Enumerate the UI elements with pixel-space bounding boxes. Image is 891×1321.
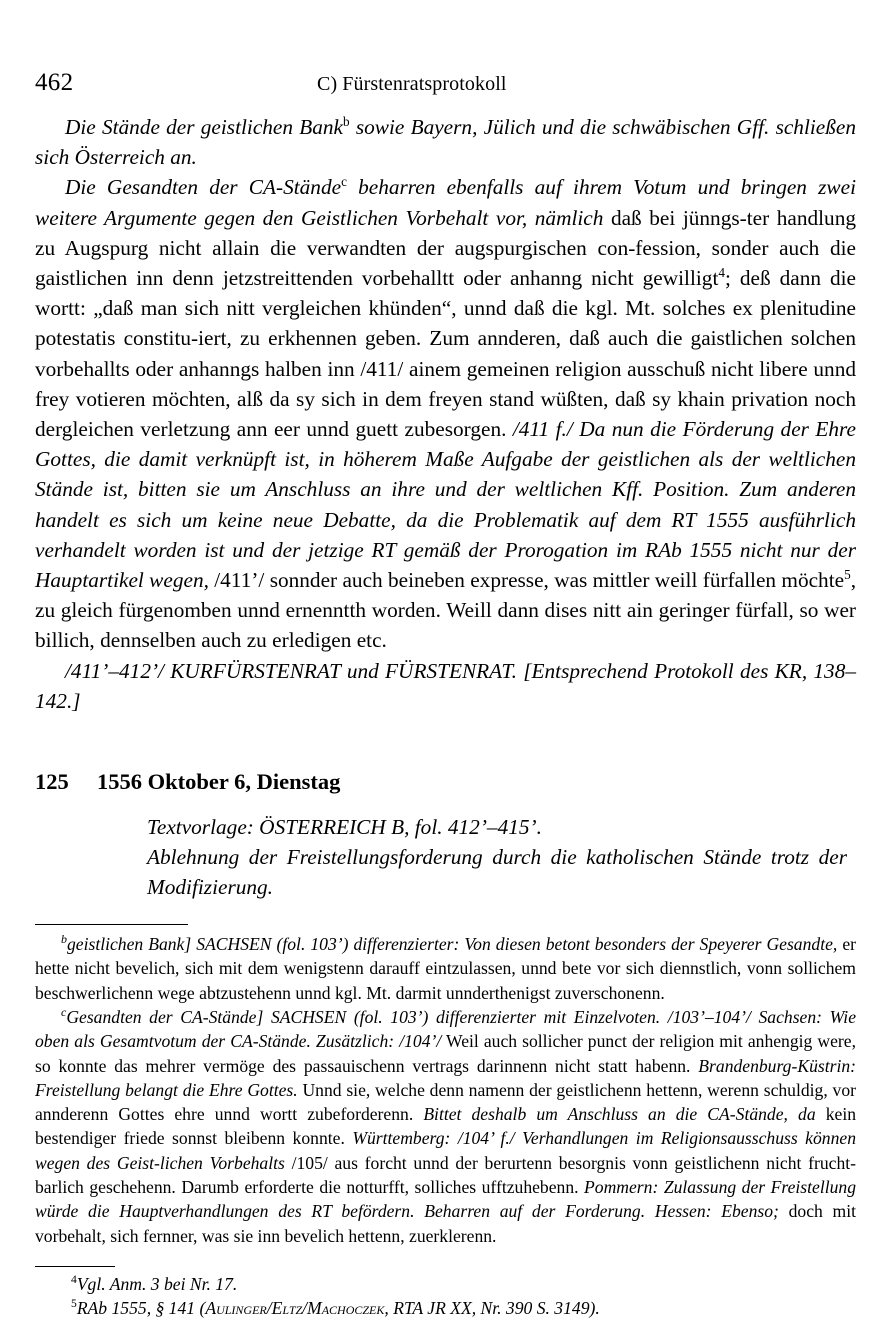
note-b-lemma: geistlichen Bank] <box>66 934 192 955</box>
note-c-italic-1: SACHSEN (fol. 103’) differenzierter mit Einzelvoten. /103’–104’/ Sachsen: Wie oben als Gesamtvotum der CA-Stände. Zusätzlich: /104’/ <box>35 1006 856 1052</box>
running-head <box>35 68 856 112</box>
footnote-5-prefix: RAb 1555, § 141 ( <box>76 1298 206 1319</box>
page-content <box>35 0 856 1321</box>
footnote-block <box>35 1272 856 1321</box>
p2-roman-4: , zu gleich fürgenomben unnd ernenntth worden. Weill dann dises nitt ain geringer fürfall, so wer billich, dennselben auch zu erledigen etc. <box>35 568 857 653</box>
textvorlage-value: ÖSTERREICH B, fol. 412’–415’. <box>253 815 542 840</box>
p1-note-marker-b: b <box>343 113 350 129</box>
note-b-italic-1: SACHSEN (fol. 103’) differenzierter: Von diesen betont besonders der Speyerer Gesandte, <box>191 934 838 955</box>
p2-italic-2: /411 f./ Da nun die Förderung der Ehre Gottes, die damit verknüpft ist, in höherem Maße Aufgabe der geistlichen als der weltlichen Stände ist, bitten sie um Anschluss an ihre und der weltlichen Kff. Position. Zum anderen handelt es sich um keine neue Debatte, da die Problematik auf dem RT 1555 ausführlich verhandelt worden ist und der jetzige RT gemäß der Prorogation im RAb 1555 nicht nur der Hauptartikel wegen, <box>35 417 856 593</box>
p2-roman-3: /411’/ sonnder auch beineben expresse, was mittler weill fürfallen möchte <box>208 568 845 593</box>
apparatus-block <box>35 932 856 1248</box>
page-number: 462 <box>35 69 74 96</box>
apparatus-marker-c: c <box>61 1005 67 1020</box>
paragraph-3 <box>35 656 856 716</box>
p2-roman-2: ; deß dann die wortt: „daß man sich nitt vergleichen khünden“, unnd daß die kgl. Mt. solches ex plenitudine potestatis constitu-iert, zu erkhennen geben. Zum annderen, daß auch die gaistlichen solchen vorbehallts oder anhanngs halben inn /411/ ainem gemeinen religion ausschuß nicht libere unnd frey votieren möchten, alß da sy sich in dem freyen stand wüßten, daß sy khain privation noch dergleichen verletzung ann eer unnd guett zubesorgen. <box>35 266 856 442</box>
footnote-rule <box>35 1266 115 1267</box>
note-c-roman-1: Weil auch sollicher punct der religion mit anhengig were, so konnte das mehrer vermöge des passauischenn vertrags darinnenn nicht statt habenn. <box>35 1031 856 1076</box>
note-c-italic-4: Württemberg: /104’ f./ Verhandlungen im Religionsausschuss können wegen des Geist-lichen Vorbehalts <box>35 1128 856 1173</box>
p2-footnote-marker-4: 4 <box>718 264 725 280</box>
note-b-roman-1: er hette nicht bevelich, sich mit dem wenigstenn darauff eintzulassen, unnd bete vor sich diennstlich, vonn sollichem beschwerlichenn wege abtzustehenn unnd kgl. Mt. darmit unnderthenigst zuverschonenn. <box>35 934 856 1003</box>
footnote-5 <box>35 1296 856 1321</box>
footnote-marker-5: 5 <box>71 1297 77 1311</box>
note-c-roman-2: Unnd sie, welche denn namenn der geistlichenn hettenn, werenn schuldig, vor annderenn Gottes ehre unnd wortt zubeforderenn. <box>35 1079 856 1125</box>
p1-italic-lead: Die Stände der geistlichen Bank <box>65 115 344 139</box>
note-c-roman-4: /105/ aus forcht unnd der berurtenn besorgnis vonn geistlichenn nicht frucht-barlich geschehenn. Darumb erforderte die notturfft, solliches ufftzuhebenn. <box>35 1152 856 1198</box>
section-number: 125 <box>35 769 69 795</box>
section-title: 1556 Oktober 6, Dienstag <box>97 769 341 795</box>
textvorlage-line <box>147 812 847 842</box>
p2-roman-1: daß bei jünngs-ter handlung zu Augspurg nicht allain die verwandten der augspurgischen con-fession, sonder auch die gaistlichen inn denn jetzstreittenden vorbehalltt oder anhanng nicht gewilligt <box>35 205 856 291</box>
p2-footnote-marker-5: 5 <box>844 566 851 582</box>
textvorlage-label: Textvorlage: <box>147 815 254 840</box>
footnote-4 <box>35 1272 856 1297</box>
section-heading <box>35 768 856 796</box>
paragraph-2 <box>35 172 856 655</box>
footnote-4-text: Vgl. Anm. 3 bei Nr. 17. <box>76 1273 238 1294</box>
body-text <box>35 112 856 716</box>
apparatus-note-c <box>35 1005 856 1248</box>
apparatus-note-b <box>35 932 856 1005</box>
apparatus-rule <box>35 924 188 925</box>
footnote-marker-4: 4 <box>71 1273 77 1287</box>
apparatus-marker-b: b <box>61 932 67 947</box>
paragraph-1 <box>35 112 856 172</box>
p2-italic-lead: Die Gesandten der CA-Stände <box>65 175 342 200</box>
note-c-roman-3: kein bestendiger friede sonnst bleibenn konnte. <box>35 1104 857 1149</box>
footnote-5-suffix: , RTA JR XX, Nr. 390 S. 3149). <box>384 1298 600 1319</box>
note-c-lemma: Gesandten der CA-Stände] <box>66 1006 264 1027</box>
note-c-italic-2: Brandenburg-Küstrin: Freistellung belangt die Ehre Gottes. <box>35 1055 856 1100</box>
p2-note-marker-c: c <box>341 174 347 190</box>
regest-line: Ablehnung der Freistellungsforderung durch die katholischen Stände trotz der Modifizierung. <box>147 845 847 900</box>
note-c-roman-5: doch mit vorbehalt, sich fernner, was sie inn bevelich hettenn, zuerklerenn. <box>35 1201 856 1246</box>
running-head-title: C) Fürstenratsprotokoll <box>317 73 507 95</box>
section-subblock <box>147 812 847 902</box>
note-c-italic-3: Bittet deshalb um Anschluss an die CA-Stände, da <box>423 1104 816 1125</box>
p1-italic-rest: sowie Bayern, Jülich und die schwäbischen Gff. schließen sich Österreich an. <box>35 115 856 170</box>
note-c-italic-5: Pommern: Zulassung der Freistellung würde die Hauptverhandlungen des RT befördern. Beharren auf der Forderung. Hessen: Ebenso; <box>35 1177 856 1222</box>
p3-italic: /411’–412’/ KURFÜRSTENRAT und FÜRSTENRAT. [Entsprechend Protokoll des KR, 138–142.] <box>35 658 856 713</box>
p2-italic-rest: beharren ebenfalls auf ihrem Votum und bringen zwei weitere Argumente gegen den Geistlichen Vorbehalt vor, nämlich <box>35 175 856 230</box>
footnote-5-authors: Aulinger/Eltz/Machoczek <box>205 1298 385 1319</box>
